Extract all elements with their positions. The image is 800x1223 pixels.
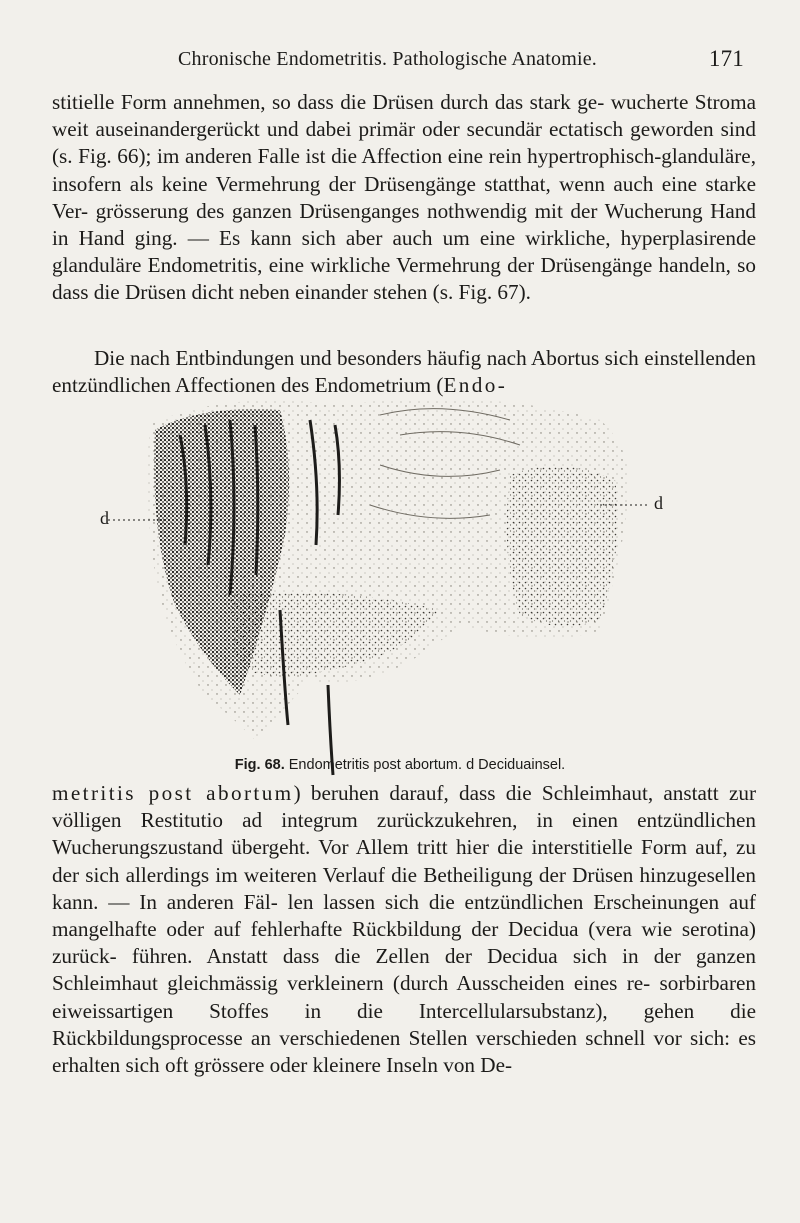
label-d-right: d	[654, 493, 663, 513]
paragraph-2	[52, 345, 756, 399]
page-number: 171	[708, 46, 744, 71]
label-d-left: d	[100, 508, 109, 528]
paragraph-3-text: ) beruhen darauf, dass die Schleimhaut, anstatt zur völligen Restitutio ad integrum zurückzukehren, in einen entzündlichen Wucherungszustand übergeht. Vor Allem tritt hier die interstitielle Form auf, zu der sich allerdings im weiteren Verlauf die Betheiligung der Drüsen hinzugesellen kann. — In anderen Fäl- len lassen sich die entzündlichen Erscheinungen auf mangelhafte oder auf fehlerhafte Rückbildung der Decidua (vera wie serotina) zurück- führen. Anstatt dass die Zellen der Decidua sich in der ganzen Schleimhaut gleichmässig verkleinern (durch Ausscheiden eines re- sorbirbaren eiweissartigen Stoffes in die Intercellularsubstanz), gehen die Rückbildungsprocesse an verschiedenen Stellen verschieden schnell vor sich: es erhalten sich oft grössere oder kleinere Inseln von De-	[52, 781, 756, 1078]
paragraph-3-spaced: metritis post abortum	[52, 781, 294, 805]
paragraph-1: stitielle Form annehmen, so dass die Drüsen durch das stark ge- wucherte Stroma weit auseinandergerückt und dabei primär oder secundär ectatisch geworden sind (s. Fig. 66); im anderen Falle ist die Affection eine rein hypertrophisch-glanduläre, insofern als keine Vermehrung der Drüsengänge statthat, wenn auch eine starke Ver- grösserung des ganzen Drüsenganges nothwendig mit der Wucherung Hand in Hand ging. — Es kann sich aber auch um eine wirkliche, hyperplasirende glanduläre Endometritis, eine wirkliche Vermehrung der Drüsengänge handeln, so dass die Drüsen dicht neben einander stehen (s. Fig. 67).	[52, 90, 756, 305]
figure-number: Fig. 68.	[234, 757, 285, 773]
endometrium-histology-illustration	[80, 395, 720, 800]
figure-68	[80, 395, 720, 800]
paragraph-2-spaced: Endo-	[443, 373, 508, 398]
paragraph-2-text: Die nach Entbindungen und besonders häufig nach Abortus sich einstellenden entzündlichen Affectionen des Endometrium (	[52, 346, 756, 398]
running-title: Chronische Endometritis. Pathologische Anatomie.	[178, 48, 597, 70]
paragraph-3	[52, 780, 756, 1079]
running-header	[52, 40, 748, 70]
figure-caption	[0, 757, 800, 773]
figure-caption-text: Endometritis post abortum. d Deciduainsel.	[288, 757, 566, 773]
